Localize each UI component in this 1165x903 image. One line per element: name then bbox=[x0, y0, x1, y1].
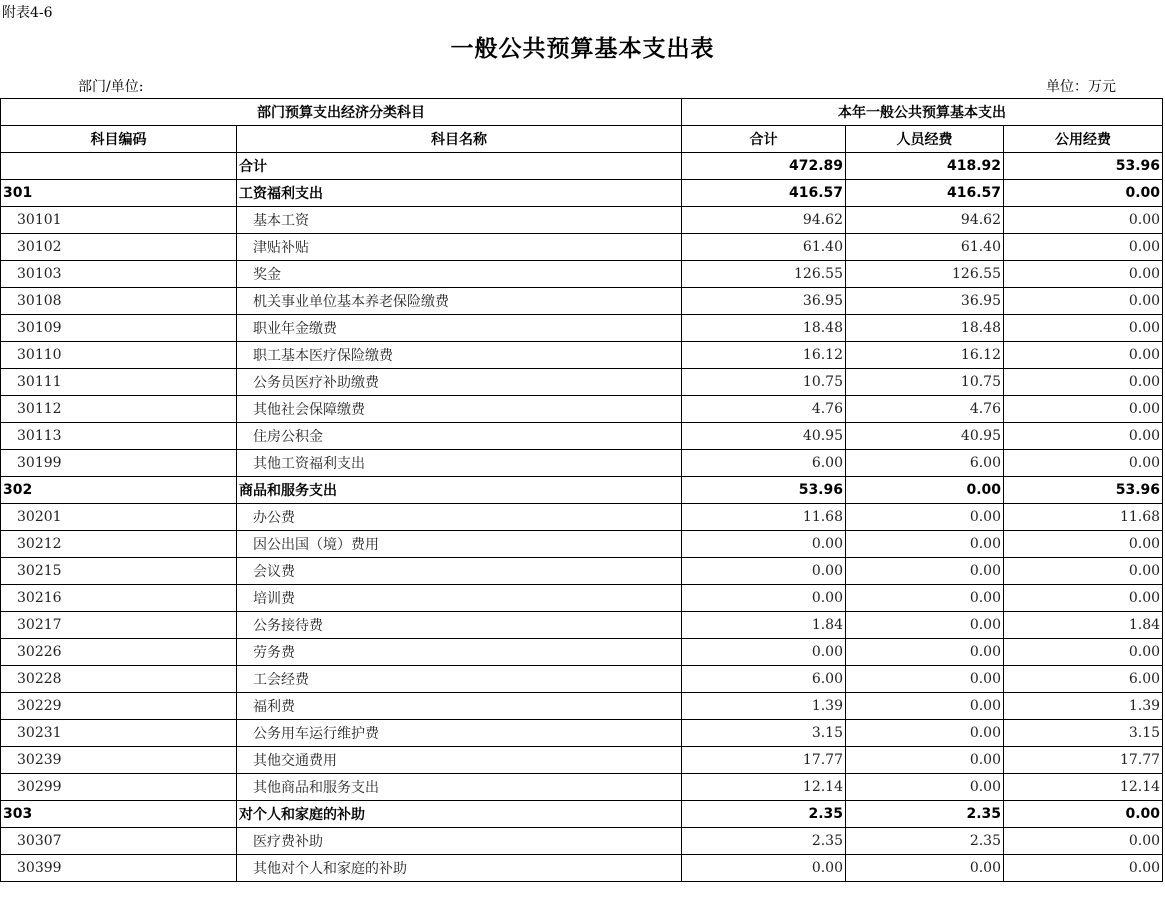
cell-code: 30212 bbox=[1, 531, 237, 558]
cell-personnel: 126.55 bbox=[846, 261, 1004, 288]
cell-name: 津贴补贴 bbox=[237, 234, 682, 261]
cell-code: 30399 bbox=[1, 855, 237, 882]
cell-name: 商品和服务支出 bbox=[237, 477, 682, 504]
cell-name: 培训费 bbox=[237, 585, 682, 612]
cell-total: 16.12 bbox=[682, 342, 846, 369]
table-row bbox=[1, 612, 1163, 639]
cell-personnel: 0.00 bbox=[846, 585, 1004, 612]
cell-public: 0.00 bbox=[1004, 261, 1163, 288]
cell-name: 公务接待费 bbox=[237, 612, 682, 639]
table-row bbox=[1, 666, 1163, 693]
dept-unit-label: 部门/单位: bbox=[78, 79, 144, 95]
cell-name: 机关事业单位基本养老保险缴费 bbox=[237, 288, 682, 315]
cell-public: 12.14 bbox=[1004, 774, 1163, 801]
cell-code: 30103 bbox=[1, 261, 237, 288]
cell-code: 30231 bbox=[1, 720, 237, 747]
table-row bbox=[1, 693, 1163, 720]
cell-public: 0.00 bbox=[1004, 639, 1163, 666]
cell-total: 2.35 bbox=[682, 828, 846, 855]
cell-code: 30110 bbox=[1, 342, 237, 369]
cell-public: 0.00 bbox=[1004, 369, 1163, 396]
header-total: 合计 bbox=[682, 126, 846, 153]
cell-total: 1.84 bbox=[682, 612, 846, 639]
cell-name: 医疗费补助 bbox=[237, 828, 682, 855]
cell-public: 11.68 bbox=[1004, 504, 1163, 531]
cell-personnel: 94.62 bbox=[846, 207, 1004, 234]
cell-total: 94.62 bbox=[682, 207, 846, 234]
cell-code: 30102 bbox=[1, 234, 237, 261]
table-row bbox=[1, 423, 1163, 450]
cell-personnel: 10.75 bbox=[846, 369, 1004, 396]
table-row bbox=[1, 369, 1163, 396]
cell-code: 30101 bbox=[1, 207, 237, 234]
cell-code: 30239 bbox=[1, 747, 237, 774]
table-row bbox=[1, 585, 1163, 612]
cell-total: 2.35 bbox=[682, 801, 846, 828]
cell-total: 472.89 bbox=[682, 153, 846, 180]
cell-public: 6.00 bbox=[1004, 666, 1163, 693]
cell-code: 30112 bbox=[1, 396, 237, 423]
cell-name: 福利费 bbox=[237, 693, 682, 720]
cell-personnel: 0.00 bbox=[846, 747, 1004, 774]
cell-total: 12.14 bbox=[682, 774, 846, 801]
header-name: 科目名称 bbox=[237, 126, 682, 153]
header-personnel: 人员经费 bbox=[846, 126, 1004, 153]
cell-personnel: 0.00 bbox=[846, 693, 1004, 720]
cell-total: 53.96 bbox=[682, 477, 846, 504]
table-row bbox=[1, 828, 1163, 855]
cell-total: 61.40 bbox=[682, 234, 846, 261]
cell-personnel: 61.40 bbox=[846, 234, 1004, 261]
cell-personnel: 0.00 bbox=[846, 720, 1004, 747]
cell-public: 0.00 bbox=[1004, 342, 1163, 369]
cell-code: 30109 bbox=[1, 315, 237, 342]
cell-personnel: 40.95 bbox=[846, 423, 1004, 450]
cell-public: 0.00 bbox=[1004, 450, 1163, 477]
table-row bbox=[1, 477, 1163, 504]
cell-name: 其他对个人和家庭的补助 bbox=[237, 855, 682, 882]
cell-personnel: 0.00 bbox=[846, 612, 1004, 639]
cell-public: 0.00 bbox=[1004, 558, 1163, 585]
table-row bbox=[1, 801, 1163, 828]
cell-public: 1.39 bbox=[1004, 693, 1163, 720]
cell-total: 4.76 bbox=[682, 396, 846, 423]
cell-total: 11.68 bbox=[682, 504, 846, 531]
cell-name: 工会经费 bbox=[237, 666, 682, 693]
cell-public: 3.15 bbox=[1004, 720, 1163, 747]
cell-public: 0.00 bbox=[1004, 234, 1163, 261]
table-row bbox=[1, 855, 1163, 882]
cell-total: 36.95 bbox=[682, 288, 846, 315]
cell-personnel: 18.48 bbox=[846, 315, 1004, 342]
cell-public: 0.00 bbox=[1004, 207, 1163, 234]
cell-name: 职工基本医疗保险缴费 bbox=[237, 342, 682, 369]
cell-name: 劳务费 bbox=[237, 639, 682, 666]
cell-name: 奖金 bbox=[237, 261, 682, 288]
cell-public: 0.00 bbox=[1004, 801, 1163, 828]
cell-personnel: 0.00 bbox=[846, 774, 1004, 801]
cell-code: 30113 bbox=[1, 423, 237, 450]
cell-code: 30201 bbox=[1, 504, 237, 531]
cell-total: 0.00 bbox=[682, 585, 846, 612]
cell-public: 0.00 bbox=[1004, 288, 1163, 315]
table-row bbox=[1, 180, 1163, 207]
cell-public: 0.00 bbox=[1004, 828, 1163, 855]
table-row bbox=[1, 747, 1163, 774]
cell-total: 6.00 bbox=[682, 666, 846, 693]
cell-public: 0.00 bbox=[1004, 315, 1163, 342]
table-body bbox=[1, 153, 1163, 882]
cell-total: 18.48 bbox=[682, 315, 846, 342]
cell-code: 30108 bbox=[1, 288, 237, 315]
cell-code: 30226 bbox=[1, 639, 237, 666]
cell-name: 基本工资 bbox=[237, 207, 682, 234]
cell-personnel: 4.76 bbox=[846, 396, 1004, 423]
table-row bbox=[1, 315, 1163, 342]
cell-personnel: 418.92 bbox=[846, 153, 1004, 180]
cell-total: 17.77 bbox=[682, 747, 846, 774]
cell-code bbox=[1, 153, 237, 180]
table-row bbox=[1, 288, 1163, 315]
cell-name: 其他社会保障缴费 bbox=[237, 396, 682, 423]
table-row bbox=[1, 720, 1163, 747]
cell-name: 因公出国（境）费用 bbox=[237, 531, 682, 558]
cell-public: 0.00 bbox=[1004, 180, 1163, 207]
cell-public: 1.84 bbox=[1004, 612, 1163, 639]
cell-name: 其他商品和服务支出 bbox=[237, 774, 682, 801]
cell-total: 3.15 bbox=[682, 720, 846, 747]
cell-name: 办公费 bbox=[237, 504, 682, 531]
cell-personnel: 2.35 bbox=[846, 828, 1004, 855]
cell-name: 其他工资福利支出 bbox=[237, 450, 682, 477]
cell-total: 40.95 bbox=[682, 423, 846, 450]
cell-code: 303 bbox=[1, 801, 237, 828]
cell-public: 0.00 bbox=[1004, 396, 1163, 423]
table-column-header-row bbox=[1, 126, 1163, 153]
table-row bbox=[1, 774, 1163, 801]
cell-personnel: 6.00 bbox=[846, 450, 1004, 477]
cell-total: 416.57 bbox=[682, 180, 846, 207]
header-basic-expenditure: 本年一般公共预算基本支出 bbox=[682, 99, 1163, 126]
cell-total: 0.00 bbox=[682, 558, 846, 585]
cell-name: 职业年金缴费 bbox=[237, 315, 682, 342]
cell-name: 住房公积金 bbox=[237, 423, 682, 450]
cell-public: 0.00 bbox=[1004, 855, 1163, 882]
page-title: 一般公共预算基本支出表 bbox=[450, 36, 715, 62]
cell-personnel: 416.57 bbox=[846, 180, 1004, 207]
cell-code: 30307 bbox=[1, 828, 237, 855]
cell-personnel: 0.00 bbox=[846, 477, 1004, 504]
table-group-header-row bbox=[1, 99, 1163, 126]
cell-total: 0.00 bbox=[682, 639, 846, 666]
cell-name: 公务用车运行维护费 bbox=[237, 720, 682, 747]
table-row bbox=[1, 342, 1163, 369]
cell-personnel: 0.00 bbox=[846, 855, 1004, 882]
cell-personnel: 0.00 bbox=[846, 531, 1004, 558]
currency-unit-label: 单位：万元 bbox=[1046, 79, 1116, 95]
table-row bbox=[1, 153, 1163, 180]
cell-personnel: 16.12 bbox=[846, 342, 1004, 369]
cell-personnel: 0.00 bbox=[846, 558, 1004, 585]
table-row bbox=[1, 531, 1163, 558]
table-row bbox=[1, 234, 1163, 261]
cell-personnel: 0.00 bbox=[846, 504, 1004, 531]
table-row bbox=[1, 207, 1163, 234]
header-economic-classification: 部门预算支出经济分类科目 bbox=[1, 99, 682, 126]
header-public: 公用经费 bbox=[1004, 126, 1163, 153]
header-code: 科目编码 bbox=[1, 126, 237, 153]
cell-public: 0.00 bbox=[1004, 585, 1163, 612]
cell-code: 30299 bbox=[1, 774, 237, 801]
table-row bbox=[1, 558, 1163, 585]
cell-total: 126.55 bbox=[682, 261, 846, 288]
cell-code: 30215 bbox=[1, 558, 237, 585]
cell-public: 53.96 bbox=[1004, 477, 1163, 504]
table-row bbox=[1, 396, 1163, 423]
cell-name: 合计 bbox=[237, 153, 682, 180]
cell-name: 其他交通费用 bbox=[237, 747, 682, 774]
cell-public: 0.00 bbox=[1004, 423, 1163, 450]
table-row bbox=[1, 261, 1163, 288]
cell-code: 30199 bbox=[1, 450, 237, 477]
cell-total: 0.00 bbox=[682, 855, 846, 882]
cell-name: 会议费 bbox=[237, 558, 682, 585]
cell-code: 302 bbox=[1, 477, 237, 504]
cell-personnel: 0.00 bbox=[846, 666, 1004, 693]
cell-code: 30229 bbox=[1, 693, 237, 720]
cell-code: 30111 bbox=[1, 369, 237, 396]
cell-personnel: 36.95 bbox=[846, 288, 1004, 315]
cell-name: 公务员医疗补助缴费 bbox=[237, 369, 682, 396]
table-row bbox=[1, 450, 1163, 477]
cell-public: 17.77 bbox=[1004, 747, 1163, 774]
cell-total: 1.39 bbox=[682, 693, 846, 720]
cell-code: 301 bbox=[1, 180, 237, 207]
table-row bbox=[1, 639, 1163, 666]
table-row bbox=[1, 504, 1163, 531]
cell-personnel: 2.35 bbox=[846, 801, 1004, 828]
cell-personnel: 0.00 bbox=[846, 639, 1004, 666]
cell-total: 0.00 bbox=[682, 531, 846, 558]
budget-expenditure-table bbox=[0, 98, 1163, 882]
cell-total: 10.75 bbox=[682, 369, 846, 396]
cell-code: 30216 bbox=[1, 585, 237, 612]
cell-name: 对个人和家庭的补助 bbox=[237, 801, 682, 828]
cell-public: 53.96 bbox=[1004, 153, 1163, 180]
cell-total: 6.00 bbox=[682, 450, 846, 477]
annex-label: 附表4-6 bbox=[2, 5, 53, 21]
cell-code: 30228 bbox=[1, 666, 237, 693]
cell-code: 30217 bbox=[1, 612, 237, 639]
cell-public: 0.00 bbox=[1004, 531, 1163, 558]
cell-name: 工资福利支出 bbox=[237, 180, 682, 207]
